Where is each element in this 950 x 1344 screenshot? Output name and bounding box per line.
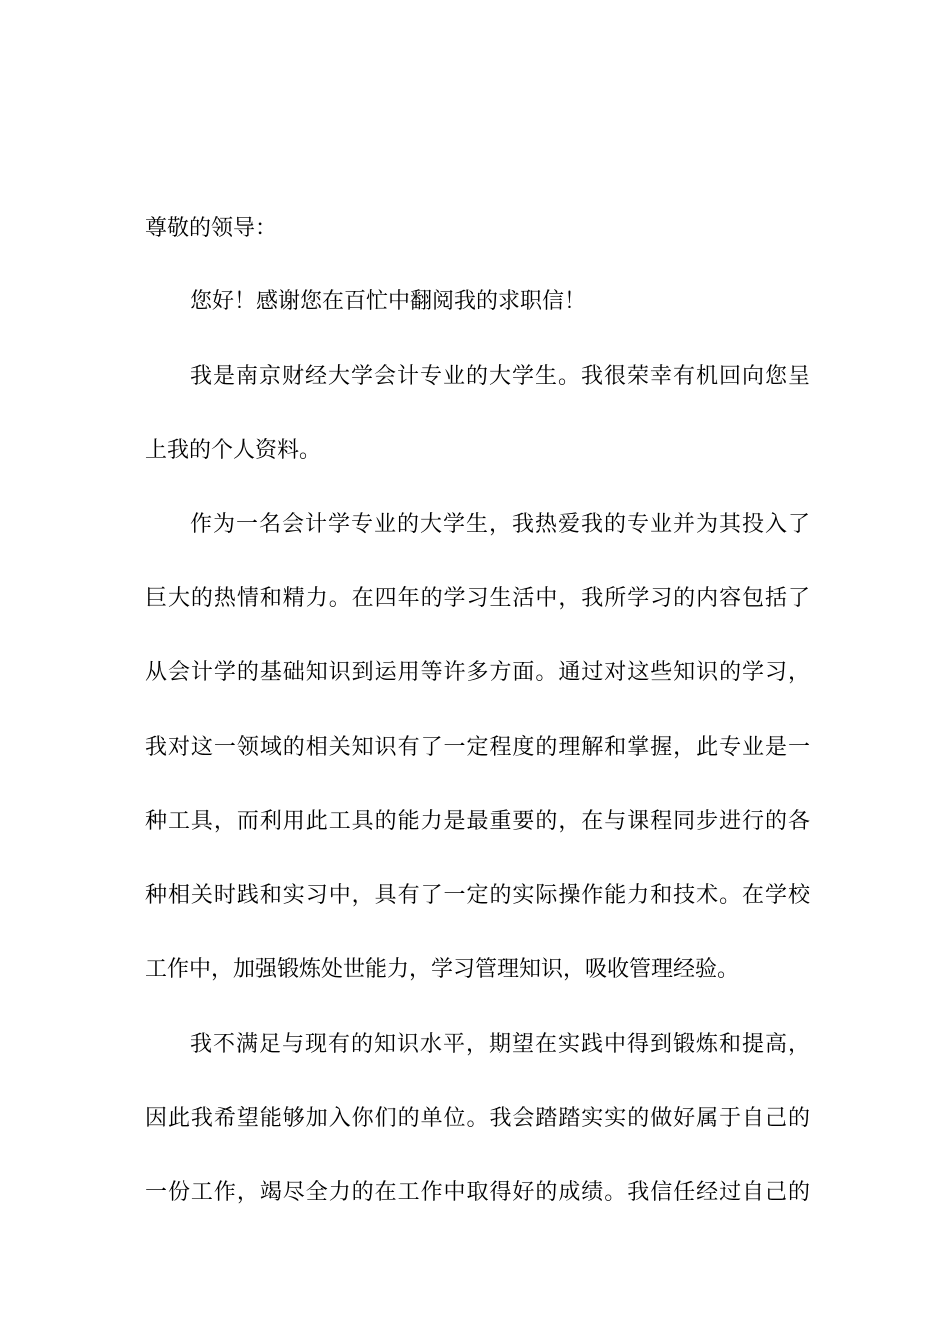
greeting-line: 您好！感谢您在百忙中翻阅我的求职信！ xyxy=(190,289,587,314)
salutation: 尊敬的领导： xyxy=(145,216,278,241)
paragraph-line: 巨大的热情和精力。在四年的学习生活中，我所学习的内容包括了 xyxy=(145,586,810,611)
paragraph-line: 种工具，而利用此工具的能力是最重要的，在与课程同步进行的各 xyxy=(145,809,810,834)
paragraph-line: 工作中，加强锻炼处世能力，学习管理知识，吸收管理经验。 xyxy=(145,957,740,982)
paragraph-line: 一份工作，竭尽全力的在工作中取得好的成绩。我信任经过自己的 xyxy=(145,1180,810,1205)
paragraph-line: 从会计学的基础知识到运用等许多方面。通过对这些知识的学习， xyxy=(145,660,810,685)
paragraph-line: 作为一名会计学专业的大学生，我热爱我的专业并为其投入了 xyxy=(190,512,810,537)
paragraph-line: 上我的个人资料。 xyxy=(145,438,322,463)
paragraph-line: 因此我希望能够加入你们的单位。我会踏踏实实的做好属于自己的 xyxy=(145,1106,810,1131)
paragraph-line: 我是南京财经大学会计专业的大学生。我很荣幸有机回向您呈 xyxy=(190,364,810,389)
paragraph-line: 种相关时践和实习中，具有了一定的实际操作能力和技术。在学校 xyxy=(145,883,810,908)
paragraph-line: 我对这一领域的相关知识有了一定程度的理解和掌握，此专业是一 xyxy=(145,735,810,760)
paragraph-line: 我不满足与现有的知识水平，期望在实践中得到锻炼和提高， xyxy=(190,1032,810,1057)
